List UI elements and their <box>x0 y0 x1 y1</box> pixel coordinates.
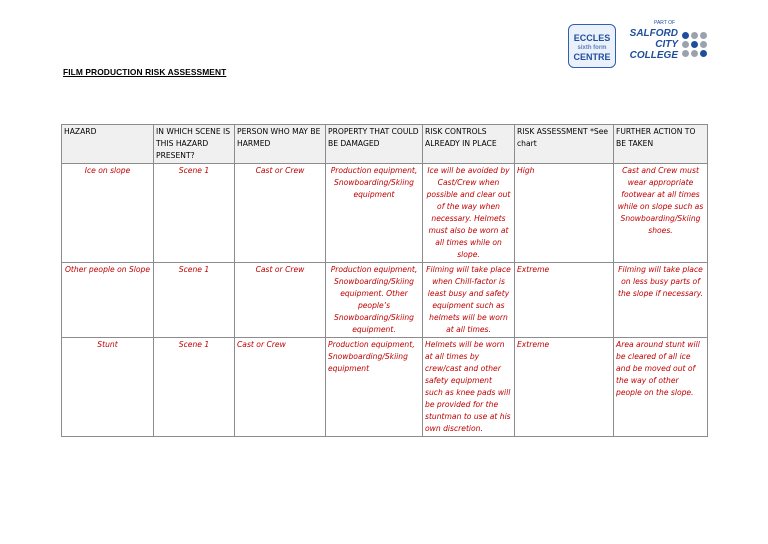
person-cell: Cast or Crew <box>235 164 326 263</box>
column-header-controls: RISK CONTROLS ALREADY IN PLACE <box>423 125 515 164</box>
page-title: FILM PRODUCTION RISK ASSESSMENT <box>63 67 227 77</box>
assessment-cell: Extreme <box>515 338 614 437</box>
risk-assessment-table <box>61 124 708 437</box>
column-header-scene: IN WHICH SCENE IS THIS HAZARD PRESENT? <box>154 125 235 164</box>
salford-logo-partof: PART OF <box>654 20 676 26</box>
scene-cell: Scene 1 <box>154 338 235 437</box>
scene-cell: Scene 1 <box>154 164 235 263</box>
table-row <box>62 164 708 263</box>
scene-cell: Scene 1 <box>154 263 235 338</box>
hazard-cell: Ice on slope <box>62 164 154 263</box>
salford-city-college-logo <box>624 22 708 74</box>
controls-cell: Filming will take place when Chill-factor is least busy and safety equipment such as helmets will be worn at all times. <box>423 263 515 338</box>
hazard-cell: Other people on Slope <box>62 263 154 338</box>
further-action-cell: Cast and Crew must wear appropriate footwear at all times while on slope such as Snowboarding/Skiing shoes. <box>614 164 708 263</box>
controls-cell: Ice will be avoided by Cast/Crew when possible and clear out of the way when necessary. Helmets must also be worn at all times while on slope. <box>423 164 515 263</box>
further-action-cell: Filming will take place on less busy parts of the slope if necessary. <box>614 263 708 338</box>
column-header-further-action: FURTHER ACTION TO BE TAKEN <box>614 125 708 164</box>
table-row <box>62 263 708 338</box>
salford-logo-line1: SALFORD <box>629 28 678 39</box>
logo-dots-icon <box>682 32 708 62</box>
person-cell: Cast or Crew <box>235 338 326 437</box>
table-header-row <box>62 125 708 164</box>
property-cell: Production equipment, Snowboarding/Skiing equipment. Other people’s Snowboarding/Skiing equipment. <box>326 263 423 338</box>
eccles-logo-sub: sixth form <box>577 45 607 51</box>
assessment-cell: High <box>515 164 614 263</box>
column-header-person: PERSON WHO MAY BE HARMED <box>235 125 326 164</box>
column-header-property: PROPERTY THAT COULD BE DAMAGED <box>326 125 423 164</box>
hazard-cell: Stunt <box>62 338 154 437</box>
controls-cell: Helmets will be worn at all times by crew/cast and other safety equipment such as knee pads will be provided for the stuntman to use at his own discretion. <box>423 338 515 437</box>
column-header-hazard: HAZARD <box>62 125 154 164</box>
table-row <box>62 338 708 437</box>
eccles-logo-line1: ECCLES <box>573 33 611 43</box>
property-cell: Production equipment, Snowboarding/Skiing equipment <box>326 338 423 437</box>
assessment-cell: Extreme <box>515 263 614 338</box>
eccles-centre-logo <box>568 24 616 68</box>
header-logos <box>568 22 708 74</box>
property-cell: Production equipment, Snowboarding/Skiing equipment <box>326 164 423 263</box>
further-action-cell: Area around stunt will be cleared of all ice and be moved out of the way of other people on the slope. <box>614 338 708 437</box>
salford-logo-text <box>624 28 678 61</box>
eccles-logo-line2: CENTRE <box>573 52 611 62</box>
person-cell: Cast or Crew <box>235 263 326 338</box>
column-header-assessment: RISK ASSESSMENT *See chart <box>515 125 614 164</box>
salford-logo-line3: COLLEGE <box>629 50 678 61</box>
salford-logo-line2: CITY <box>655 39 678 50</box>
